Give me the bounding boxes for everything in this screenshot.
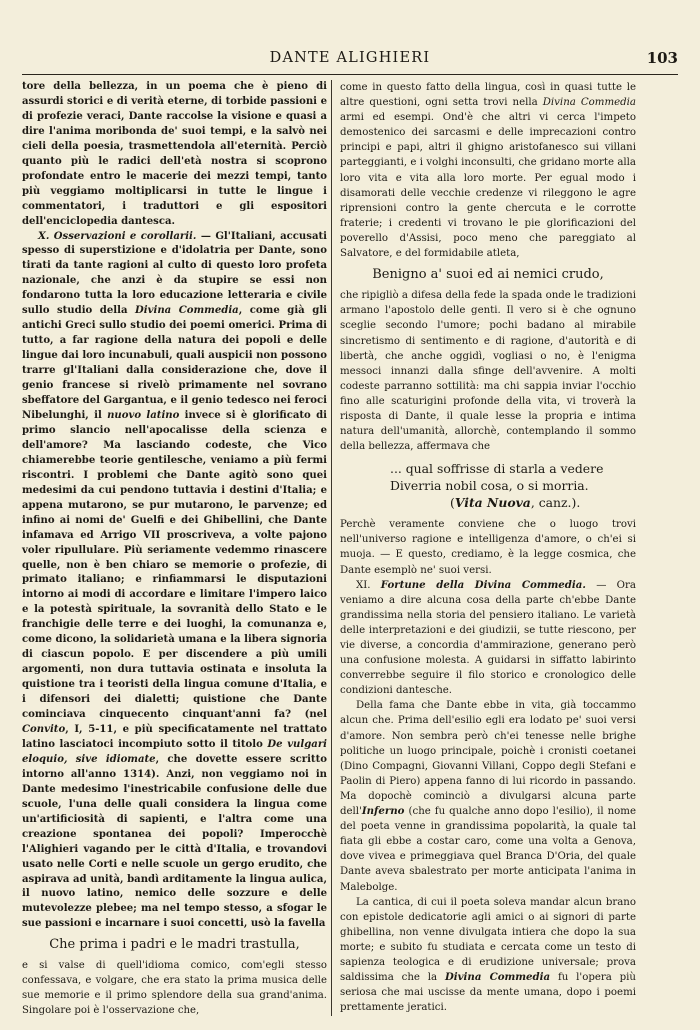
- column-divider: [331, 80, 332, 1016]
- work-title: Divina Commedia: [542, 97, 636, 109]
- right-column: [340, 80, 636, 1015]
- text-run: — Ora veniamo a dire alcuna cosa della parte ch'ebbe Dante grandissima nella storia del pensiero italiano. Le varietà delle interpretazioni e dei giudizii, se tutte riescono, per vie diverse, a concordia d'ammirazione, generano però una confusione molesta. A guidarsi in siffatto labirinto converrebbe seguire il filo storico e cronologico delle condizioni dantesche.: [340, 579, 636, 697]
- verse-line: ... qual soffrisse di starla a vedere: [390, 461, 604, 477]
- quoted-verse: Benigno a' suoi ed ai nemici crudo,: [372, 267, 604, 283]
- page-header: [22, 48, 678, 75]
- section-number: XI.: [356, 579, 381, 591]
- left-column: [22, 80, 327, 1019]
- verse-source: [390, 494, 636, 511]
- verse-line: Diverria nobil cosa, o si morria.: [390, 478, 589, 494]
- text-run: come in questo fatto della lingua, così in quasi tutte le altre questioni, ogni setta trovi nella: [340, 82, 636, 109]
- work-title: De vulgari eloquio, sive idiomate: [22, 738, 327, 765]
- paragraph: e si valse di quell'idioma comico, com'egli stesso confessava, e volgare, che era stato la prima musica delle sue memorie e il primo splendore della sua grand'anima. Singolare poi è l'osservazione che,: [22, 960, 327, 1017]
- text-run: La cantica, di cui il poeta soleva mandar alcun brano con epistole dedicatorie agli amici o ai signori di parte ghibellina, non venne divulgata intiera che dopo la sua morte; e subito fu studiata e cercata come un testo di sapienza teologica e di erudizione universale; prova saldissima che la: [340, 896, 636, 984]
- paragraph: tore della bellezza, in un poema che è pieno di assurdi storici e di verità eterne, di torbide passioni e di profezie veraci, Dante raccolse la visione e quasi a dire l'anima moribonda de' suoi tempi, e la salvò nei cieli della poesia, trasmettendola all'eternità. Perciò quanto più le radici dell'età nostra si scoprono profondate entro le macerie dei mezzi tempi, tanto più veggiamo moltiplicarsi in tutte le lingue i commentatori, i traduttori e gli espositori dell'enciclopedia dantesca.: [22, 81, 327, 227]
- text-run: , che dovette essere scritto intorno all'anno 1314). Anzi, non veggiamo noi in Dante medesimo l'inestricabile confusione delle due scuole, l'una delle quali considera la lingua come un'artificiosità di sapienti, e l'altra come una creazione spontanea dei popoli? Imperocchè l'Alighieri vagando per le città d'Italia, e trovandovi usato nelle Corti e nelle scuole un gergo erudito, che aspirava ad unità, bandì arditamente la lingua aulica, il nuovo latino, nemico delle sozzure e delle mutevolezze plebee; ma nel tempo stesso, a sfogar le sue passioni e incarnare i suoi concetti, usò la favella: [22, 753, 327, 930]
- work-title: Inferno: [361, 805, 405, 818]
- text-run: (: [450, 495, 455, 511]
- section-xi-paragraph: [340, 578, 636, 699]
- text-run: (che fu qualche anno dopo l'esilio), il nome del poeta venne in grandissima popolarità, la quale tal fiata gli ebbe a costar caro, come una volta a Genova, dove vivea e primeggiava quel Branca D'Oria, del quale Dante aveva sbalestrato per morte anticipata l'anima in Malebolge.: [340, 806, 636, 893]
- work-title: Divina Commedia: [444, 971, 551, 984]
- emphasis: nuovo latino: [107, 409, 180, 421]
- section-heading: X. Osservazioni e corollarii.: [38, 230, 197, 242]
- paragraph: [340, 895, 636, 1016]
- section-heading: Fortune della Divina Commedia.: [380, 578, 586, 591]
- paragraph: Perchè veramente conviene che o luogo trovi nell'universo ragione e intelligenza d'amore, o ch'ei si muoja. — E questo, crediamo, è la legge cosmica, che Dante esemplò ne' suoi versi.: [340, 519, 636, 576]
- text-run: fu l'opera più seriosa che mai uscisse da mente umana, dopo i poemi prettamente jeratici.: [340, 972, 636, 1014]
- text-run: invece si è glorificato di primo slancio nell'apocalisse della scienza e dell'amore? Ma lasciando codeste, che Vico chiamerebbe teorie gentilesche, veniamo a più fermi riscontri. I problemi che Dante agitò sono quei medesimi da cui pendono tuttavia i destini d'Italia; e appena mutarono, se pur mutarono, le parvenze; ed infino ai nomi de' Guelfi e dei Ghibellini, che Dante infamava ed Arrigo VII proscriveva, a volte pajono voler ripullulare. Più seriamente vedemmo rinascere quelle, non è ben chiaro se memorie o profezie, di primato italiano; e rinfiammarsi le disputazioni intorno ai modi di accordare e limitare l'impero laico e la potestà spirituale, la sovranità dello Stato e le franchigie delle terre e dei luoghi, la comunanza e, come dicono, la solidarietà umana e la libera signoria di ciascun popolo. E per discendere a più umili argomenti, non dura tuttavia ostinata e insoluta la quistione tra i teoristi della lingua comune d'Italia, e i difensori dei dialetti; quistione che Dante cominciava cinquecento cinquant'anni fa? (nel: [22, 409, 327, 721]
- text-run: armi ed esempi. Ond'è che altri vi cerca l'impeto demostenico dei sarcasmi e delle imprecazioni contro principi e papi, altri il ghigno aristofanesco sui villani parteggianti, e i volghi inconsulti, che gridano morte alla loro vita e vita alla loro morte. Per egual modo i disamorati delle vecchie credenze vi rileggono le agre riprensioni contro la gente chercuta e le corrotte fraterie; i credenti vi trovano le pie glorificazioni del poverello d'Assisi, poco meno che pareggiato al Salvatore, e del formidabile atleta,: [340, 112, 636, 260]
- text-run: — Gl'Italiani, accusati spesso di superstizione e d'idolatria per Dante, sono tirati da tante ragioni al culto di questo loro profeta nazionale, che anzi è da stupire se essi non fondarono tutta la loro educazione letteraria e civile sullo studio della: [22, 230, 327, 317]
- verse-quote: [390, 460, 636, 511]
- quoted-verse: Che prima i padri e le madri trastulla,: [49, 937, 300, 953]
- paragraph: [340, 80, 636, 261]
- running-title: DANTE ALIGHIERI: [269, 50, 431, 66]
- work-title: Vita Nuova: [454, 495, 531, 511]
- paragraph: [340, 698, 636, 894]
- text-run: , I, 5-11, e più specificatamente nel trattato latino lasciatoci incompiuto sotto il titolo: [22, 723, 327, 750]
- page-number: 103: [646, 49, 678, 67]
- text-run: Della fama che Dante ebbe in vita, già toccammo alcun che. Prima dell'esilio egli era lodato pe' suoi versi d'amore. Non sembra però ch'ei tenesse nelle brighe politiche un luogo principale, poichè i cronisti coetanei (Dino Compagni, Giovanni Villani, Coppo degli Stefani e Paolin di Piero) appena fanno di lui ricordo in passando. Ma dopochè cominciò a divulgarsi alcuna parte dell': [340, 700, 636, 818]
- paragraph: che ripigliò a difesa della fede la spada onde le tradizioni armano l'apostolo delle genti. Il vero si è che ognuno sceglie secondo l'umore; pochi badano al mirabile sincretismo di sentimento e di ragione, d'autorità e di libertà, che anche oggidì, vogliasi o no, è l'enigma messoci innanzi dalla sfinge dell'avvenire. A molti codeste parranno sottilità: ma chi sappia inviar l'occhio fino alle scaturigini profonde della vita, vi troverà la risposta di Dante, il quale lesse la propria e intima natura dell'umanità, allorchè, contemplando il sommo della bellezza, affermava che: [340, 290, 636, 453]
- work-title: Convito: [22, 723, 66, 735]
- text-run: , come già gli antichi Greci sullo studio dei poemi omerici. Prima di tutto, a far ragione della natura dei popoli e delle lingue dai loro incunabuli, quali auspicii non possono trarre gl'Italiani dalla considerazione che, dove il genio francese si rivelò primamente nel sovrano sbeffatore del Gargantua, e il genio tedesco nei feroci Nibelunghi, il: [22, 305, 328, 421]
- section-x-paragraph: [22, 230, 327, 933]
- work-title: Divina Commedia: [135, 305, 239, 317]
- text-run: , canz.).: [530, 495, 581, 511]
